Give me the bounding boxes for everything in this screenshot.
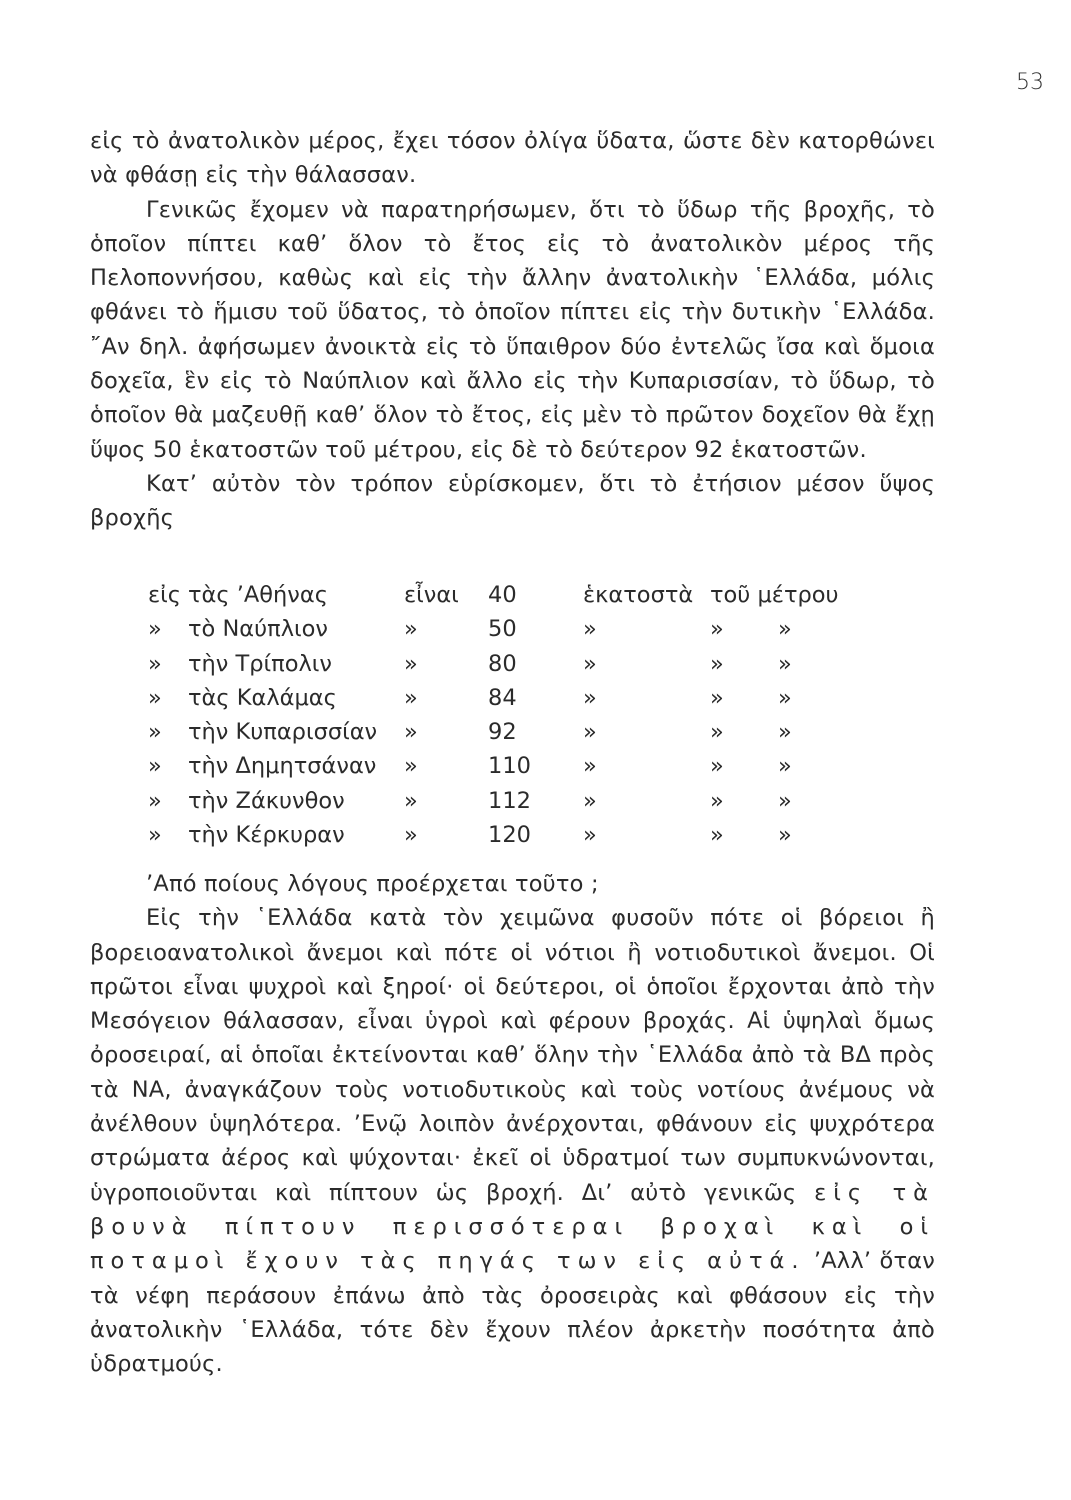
table-cell-value: 92 xyxy=(488,719,517,746)
table-cell-verb: εἶναι xyxy=(404,582,459,608)
table-cell-ditto: » xyxy=(710,684,724,711)
table-cell-place-name: τὴν Ζάκυνθον xyxy=(188,787,345,814)
table-cell-prefix: » xyxy=(148,822,162,849)
paragraph xyxy=(90,901,935,1381)
table-cell-value: 50 xyxy=(488,616,517,643)
intro-text xyxy=(90,124,935,536)
table-cell-ditto: » xyxy=(404,753,418,780)
table-cell-place xyxy=(148,681,404,715)
question-line: ’Από ποίους λόγους προέρχεται τοῦτο ; xyxy=(146,871,599,897)
table-cell-ditto: » xyxy=(404,616,418,643)
answer-text: ’Αλλ’ ὅταν τὰ νέφη περάσουν ἐπάνω ἀπὸ τὰς ὀροσειρὰς καὶ φθάσουν εἰς τὴν ἀνατολικὴν ῾Ελλάδα, τότε δὲν ἔχουν πλέον ἀρκετὴν ποσότητα ἀπὸ ὑδρατμούς. xyxy=(90,1248,935,1378)
table-row xyxy=(148,612,839,646)
table-cell-unit: τοῦ μέτρου xyxy=(710,582,839,608)
table-cell-place xyxy=(148,612,404,646)
rainfall-table xyxy=(148,578,839,852)
table-cell-ditto: » xyxy=(710,822,724,849)
table-row xyxy=(148,818,839,852)
table-cell-ditto: » xyxy=(404,650,418,677)
table-cell-ditto: » xyxy=(404,787,418,814)
table-cell-prefix: » xyxy=(148,684,162,711)
table-row xyxy=(148,647,839,681)
page-number: 53 xyxy=(1016,70,1044,95)
table-cell-ditto: » xyxy=(583,684,597,711)
table-cell-place-name: τὴν Κέρκυραν xyxy=(188,822,345,849)
table-cell-place-name: τὴν Δημητσάναν xyxy=(188,753,377,780)
table-cell-ditto: » xyxy=(710,719,724,746)
emphasized-text: εἰς τὰ βουνὰ πίπτουν περισσότεραι βροχαὶ καὶ οἱ ποταμοὶ ἔχουν τὰς πηγάς των εἰς αὐτά. xyxy=(90,1179,935,1275)
table-cell-place-name: τὰς Καλάμας xyxy=(188,684,337,711)
table-cell-place xyxy=(148,578,404,612)
table-row xyxy=(148,715,839,749)
table-cell-prefix: » xyxy=(148,719,162,746)
table-cell-value: 80 xyxy=(488,650,517,677)
table-cell-ditto: » xyxy=(583,719,597,746)
table-cell-ditto: » xyxy=(778,616,792,643)
table-row xyxy=(148,578,839,612)
table-cell-place xyxy=(148,647,404,681)
table-cell-place xyxy=(148,715,404,749)
table-row xyxy=(148,681,839,715)
table-cell-ditto: » xyxy=(710,616,724,643)
table-cell-value: 84 xyxy=(488,684,517,711)
table-cell-ditto: » xyxy=(583,787,597,814)
table-cell-prefix: » xyxy=(148,787,162,814)
table-cell-ditto: » xyxy=(778,719,792,746)
table-cell-place-name: τὴν Τρίπολιν xyxy=(188,650,332,677)
table-cell-place-name: τὰς ’Αθήνας xyxy=(188,582,328,608)
paragraph: Γενικῶς ἔχομεν νὰ παρατηρήσωμεν, ὅτι τὸ ὕδωρ τῆς βροχῆς, τὸ ὁποῖον πίπτει καθ’ ὅλον τὸ ἔτος εἰς τὸ ἀνατολικὸν μέρος τῆς Πελοποννήσου, καθὼς καὶ εἰς τὴν ἄλλην ἀνατολικὴν ῾Ελλάδα, μόλις φθάνει τὸ ἥμισυ τοῦ ὕδατος, τὸ ὁποῖον πίπτει εἰς τὴν δυτικὴν ῾Ελλάδα. ῎Αν δηλ. ἀφήσωμεν ἀνοικτὰ εἰς τὸ ὕπαιθρον δύο ἐντελῶς ἴσα καὶ ὅμοια δοχεῖα, ἓν εἰς τὸ Ναύπλιον καὶ ἄλλο εἰς τὴν Κυπαρισσίαν, τὸ ὕδωρ, τὸ ὁποῖον θὰ μαζευθῇ καθ’ ὅλον τὸ ἔτος, εἰς μὲν τὸ πρῶτον δοχεῖον θὰ ἔχῃ ὕψος 50 ἑκατοστῶν τοῦ μέτρου, εἰς δὲ τὸ δεύτερον 92 ἑκατοστῶν. xyxy=(90,196,935,463)
paragraph: εἰς τὸ ἀνατολικὸν μέρος, ἔχει τόσον ὀλίγα ὕδατα, ὥστε δὲν κατορθώνει νὰ φθάσῃ εἰς τὴν θάλασσαν. xyxy=(90,128,935,189)
table-row xyxy=(148,784,839,818)
table-cell-ditto: » xyxy=(583,753,597,780)
table-cell-ditto: » xyxy=(583,616,597,643)
table-cell-prefix: εἰς xyxy=(148,582,181,608)
table-cell-value: 110 xyxy=(488,753,531,780)
table-cell-ditto: » xyxy=(710,787,724,814)
table-cell-place xyxy=(148,784,404,818)
table-cell-value: 112 xyxy=(488,787,531,814)
table-cell-prefix: » xyxy=(148,650,162,677)
table-cell-prefix: » xyxy=(148,616,162,643)
table-cell-unit: ἑκατοστὰ xyxy=(583,582,694,608)
table-cell-ditto: » xyxy=(778,787,792,814)
table-cell-ditto: » xyxy=(778,684,792,711)
table-cell-ditto: » xyxy=(710,753,724,780)
table-cell-ditto: » xyxy=(404,822,418,849)
table-cell-value: 120 xyxy=(488,822,531,849)
table-cell-ditto: » xyxy=(710,650,724,677)
table-cell-place xyxy=(148,818,404,852)
answer-text: Εἰς τὴν ῾Ελλάδα κατὰ τὸν χειμῶνα φυσοῦν πότε οἱ βόρειοι ἢ βορειοανατολικοὶ ἄνεμοι καὶ πότε οἱ νότιοι ἢ νοτιοδυτικοὶ ἄνεμοι. Οἱ πρῶτοι εἶναι ψυχροὶ καὶ ξηροί· οἱ δεύτεροι, οἱ ὁποῖοι ἔρχονται ἀπὸ τὴν Μεσόγειον θάλασσαν, εἶναι ὑγροὶ καὶ φέρουν βροχάς. Αἱ ὑψηλαὶ ὅμως ὀροσειραί, αἱ ὁποῖαι ἐκτείνονται καθ’ ὅλην τὴν ῾Ελλάδα ἀπὸ τὰ ΒΔ πρὸς τὰ ΝΑ, ἀναγκάζουν τοὺς νοτιοδυτικοὺς καὶ τοὺς νοτίους ἀνέμους νὰ ἀνέλθουν ὑψηλότερα. ’Ενῷ λοιπὸν ἀνέρχονται, φθάνουν εἰς ψυχρότερα στρώματα ἀέρος καὶ ψύχονται· ἐκεῖ οἱ ὑδρατμοί των συμπυκνώνονται, ὑγροποιοῦνται καὶ πίπτουν ὡς βροχή. Δι’ αὐτὸ γενικῶς xyxy=(90,905,935,1206)
table-cell-ditto: » xyxy=(778,822,792,849)
table-cell-ditto: » xyxy=(583,822,597,849)
table-cell-place xyxy=(148,749,404,783)
paragraph: Κατ’ αὐτὸν τὸν τρόπον εὑρίσκομεν, ὅτι τὸ ἐτήσιον μέσον ὕψος βροχῆς xyxy=(90,470,935,532)
table-cell-ditto: » xyxy=(778,753,792,780)
table-cell-ditto: » xyxy=(778,650,792,677)
explanation-text xyxy=(90,867,935,1381)
table-cell-place-name: τὴν Κυπαρισσίαν xyxy=(188,719,378,746)
table-cell-place-name: τὸ Ναύπλιον xyxy=(188,616,328,643)
table-cell-ditto: » xyxy=(583,650,597,677)
table-row xyxy=(148,749,839,783)
table-cell-value: 40 xyxy=(488,582,517,608)
table-cell-ditto: » xyxy=(404,719,418,746)
table-cell-ditto: » xyxy=(404,684,418,711)
table-cell-prefix: » xyxy=(148,753,162,780)
